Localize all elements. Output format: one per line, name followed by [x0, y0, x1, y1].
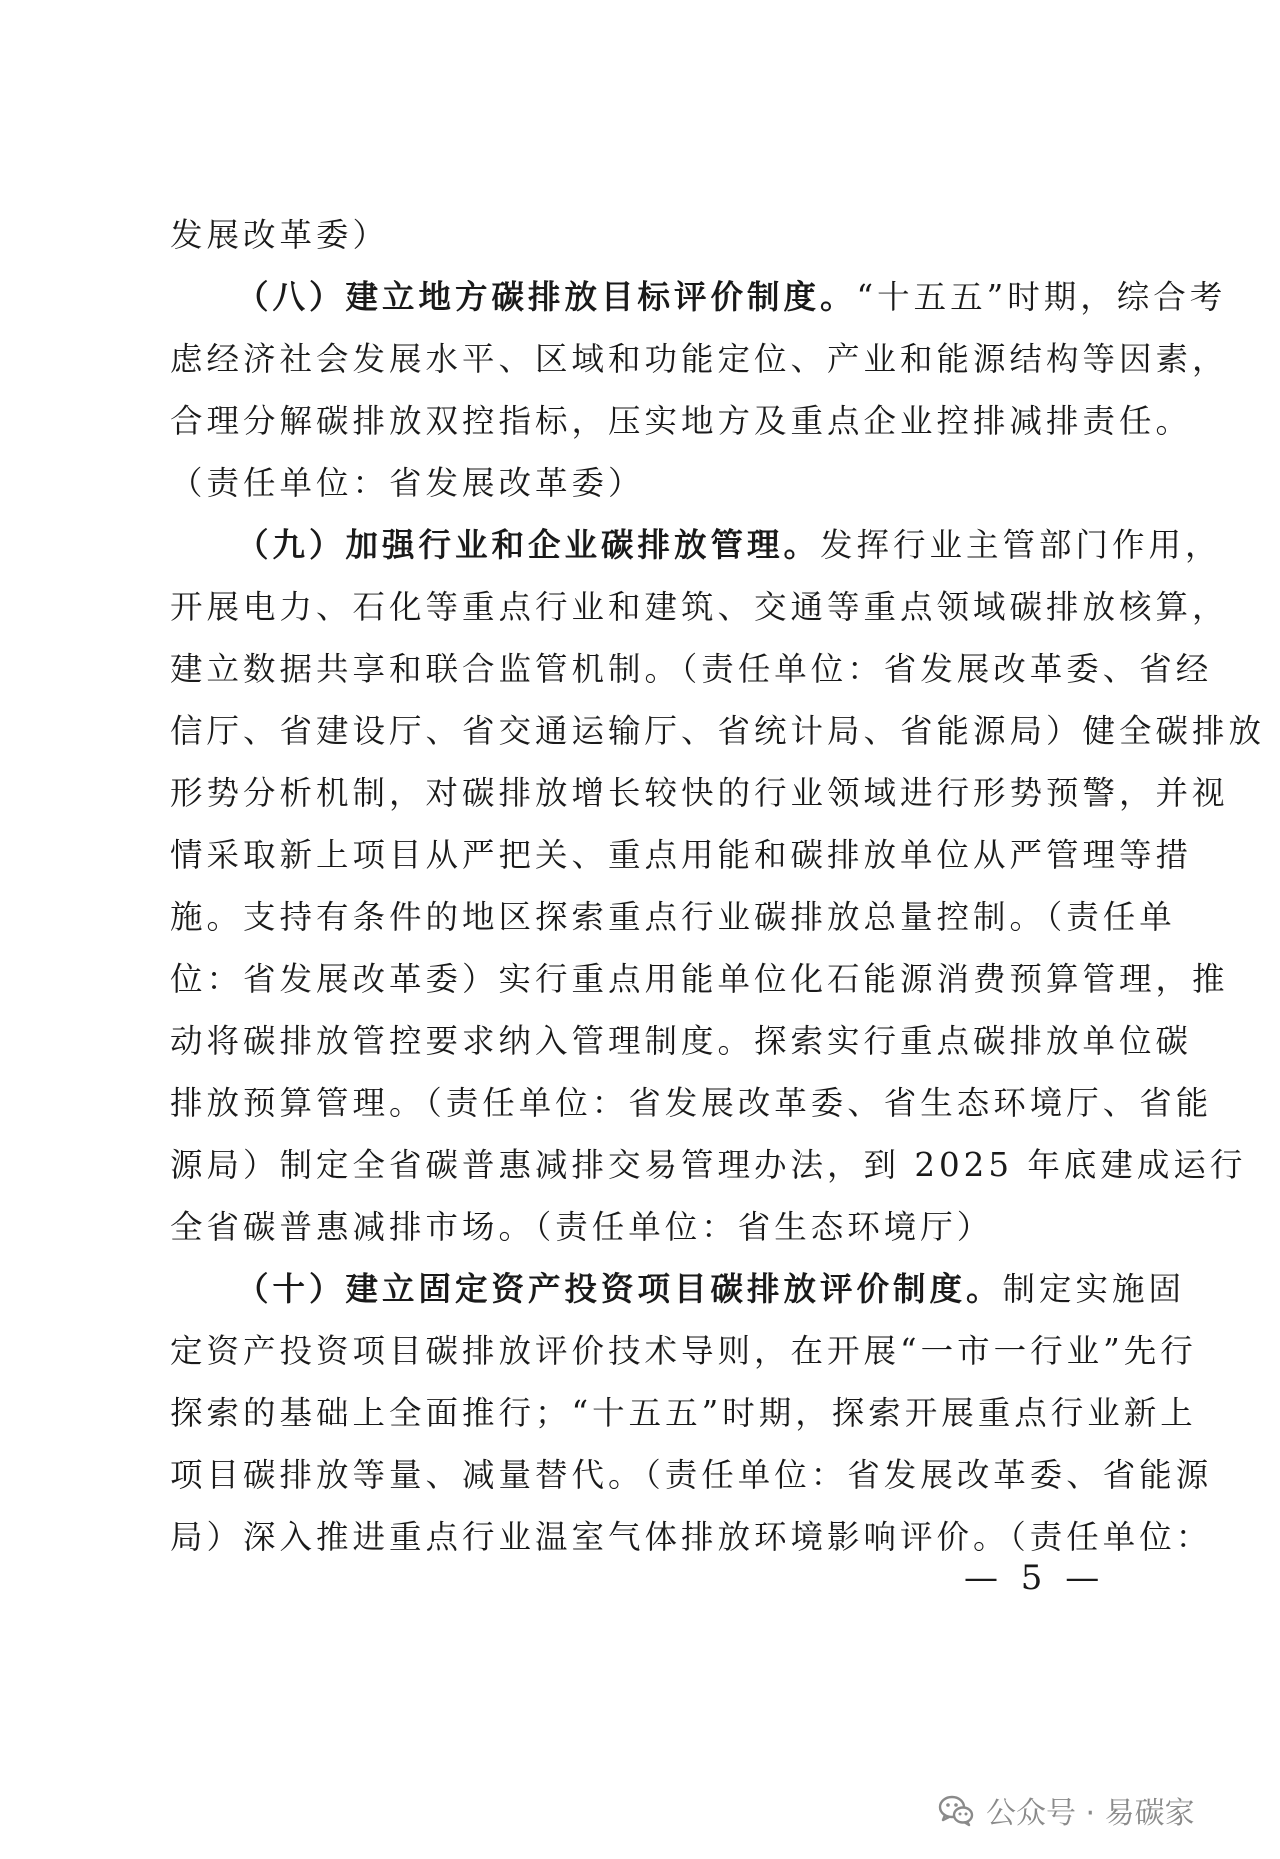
line-text: 情采取新上项目从严把关、重点用能和碳排放单位从严管理等措	[170, 836, 1193, 874]
line-text: “十五五”时期，综合考	[856, 278, 1227, 316]
line-text: 发展改革委）	[170, 216, 390, 254]
text-line	[170, 576, 1229, 638]
section-heading: （九）加强行业和企业碳排放管理。	[236, 526, 821, 564]
text-line	[170, 1258, 1186, 1320]
section-heading: （十）建立固定资产投资项目碳排放评价制度。	[236, 1270, 1003, 1308]
document-body	[170, 204, 1266, 1568]
page-number: — 5 —	[964, 1558, 1106, 1598]
line-text: 开展电力、石化等重点行业和建筑、交通等重点领域碳排放核算，	[170, 588, 1229, 626]
line-text: 虑经济社会发展水平、区域和功能定位、产业和能源结构等因素，	[170, 340, 1229, 378]
wechat-icon	[936, 1790, 976, 1830]
line-text: 全省碳普惠减排市场。（责任单位：省生态环境厅）	[170, 1208, 994, 1246]
line-text: 发挥行业主管部门作用，	[820, 526, 1222, 564]
line-text: 定资产投资项目碳排放评价技术导则，在开展“一市一行业”先行	[170, 1332, 1197, 1370]
text-line	[170, 700, 1266, 762]
line-text: 形势分析机制，对碳排放增长较快的行业领域进行形势预警，并视	[170, 774, 1229, 812]
text-line	[170, 1320, 1197, 1382]
text-line	[170, 948, 1229, 1010]
text-line	[170, 1196, 1110, 1258]
text-line	[170, 1382, 1197, 1444]
line-text: 建立数据共享和联合监管机制。（责任单位：省发展改革委、省经	[170, 650, 1213, 688]
text-line	[170, 824, 1193, 886]
text-line	[170, 1010, 1193, 1072]
text-line	[170, 390, 1193, 452]
text-line	[170, 266, 1227, 328]
line-text: 源局）制定全省碳普惠减排交易管理办法，到 2025 年底建成运行	[170, 1146, 1247, 1184]
section-heading: （八）建立地方碳排放目标评价制度。	[236, 278, 857, 316]
watermark	[936, 1788, 1195, 1832]
line-text: 信厅、省建设厅、省交通运输厅、省统计局、省能源局）健全碳排放	[170, 712, 1266, 750]
text-line	[170, 1072, 1213, 1134]
text-line	[170, 452, 1110, 514]
text-line	[170, 514, 1222, 576]
line-text: 施。支持有条件的地区探索重点行业碳排放总量控制。（责任单	[170, 898, 1176, 936]
line-text: 局）深入推进重点行业温室气体排放环境影响评价。（责任单位：	[170, 1518, 1213, 1556]
line-text: （责任单位：省发展改革委）	[170, 464, 645, 502]
line-text: 制定实施固	[1002, 1270, 1186, 1308]
text-line	[170, 328, 1229, 390]
text-line	[170, 638, 1213, 700]
line-text: 合理分解碳排放双控指标，压实地方及重点企业控排减排责任。	[170, 402, 1193, 440]
text-line	[170, 886, 1176, 948]
line-text: 排放预算管理。（责任单位：省发展改革委、省生态环境厅、省能	[170, 1084, 1213, 1122]
text-line	[170, 1444, 1213, 1506]
text-line	[170, 1134, 1247, 1196]
line-text: 项目碳排放等量、减量替代。（责任单位：省发展改革委、省能源	[170, 1456, 1213, 1494]
text-line	[170, 762, 1229, 824]
watermark-text: 公众号 · 易碳家	[986, 1796, 1195, 1831]
line-text: 位：省发展改革委）实行重点用能单位化石能源消费预算管理，推	[170, 960, 1229, 998]
line-text: 动将碳排放管控要求纳入管理制度。探索实行重点碳排放单位碳	[170, 1022, 1193, 1060]
line-text: 探索的基础上全面推行；“十五五”时期，探索开展重点行业新上	[170, 1394, 1197, 1432]
text-line	[170, 204, 1110, 266]
